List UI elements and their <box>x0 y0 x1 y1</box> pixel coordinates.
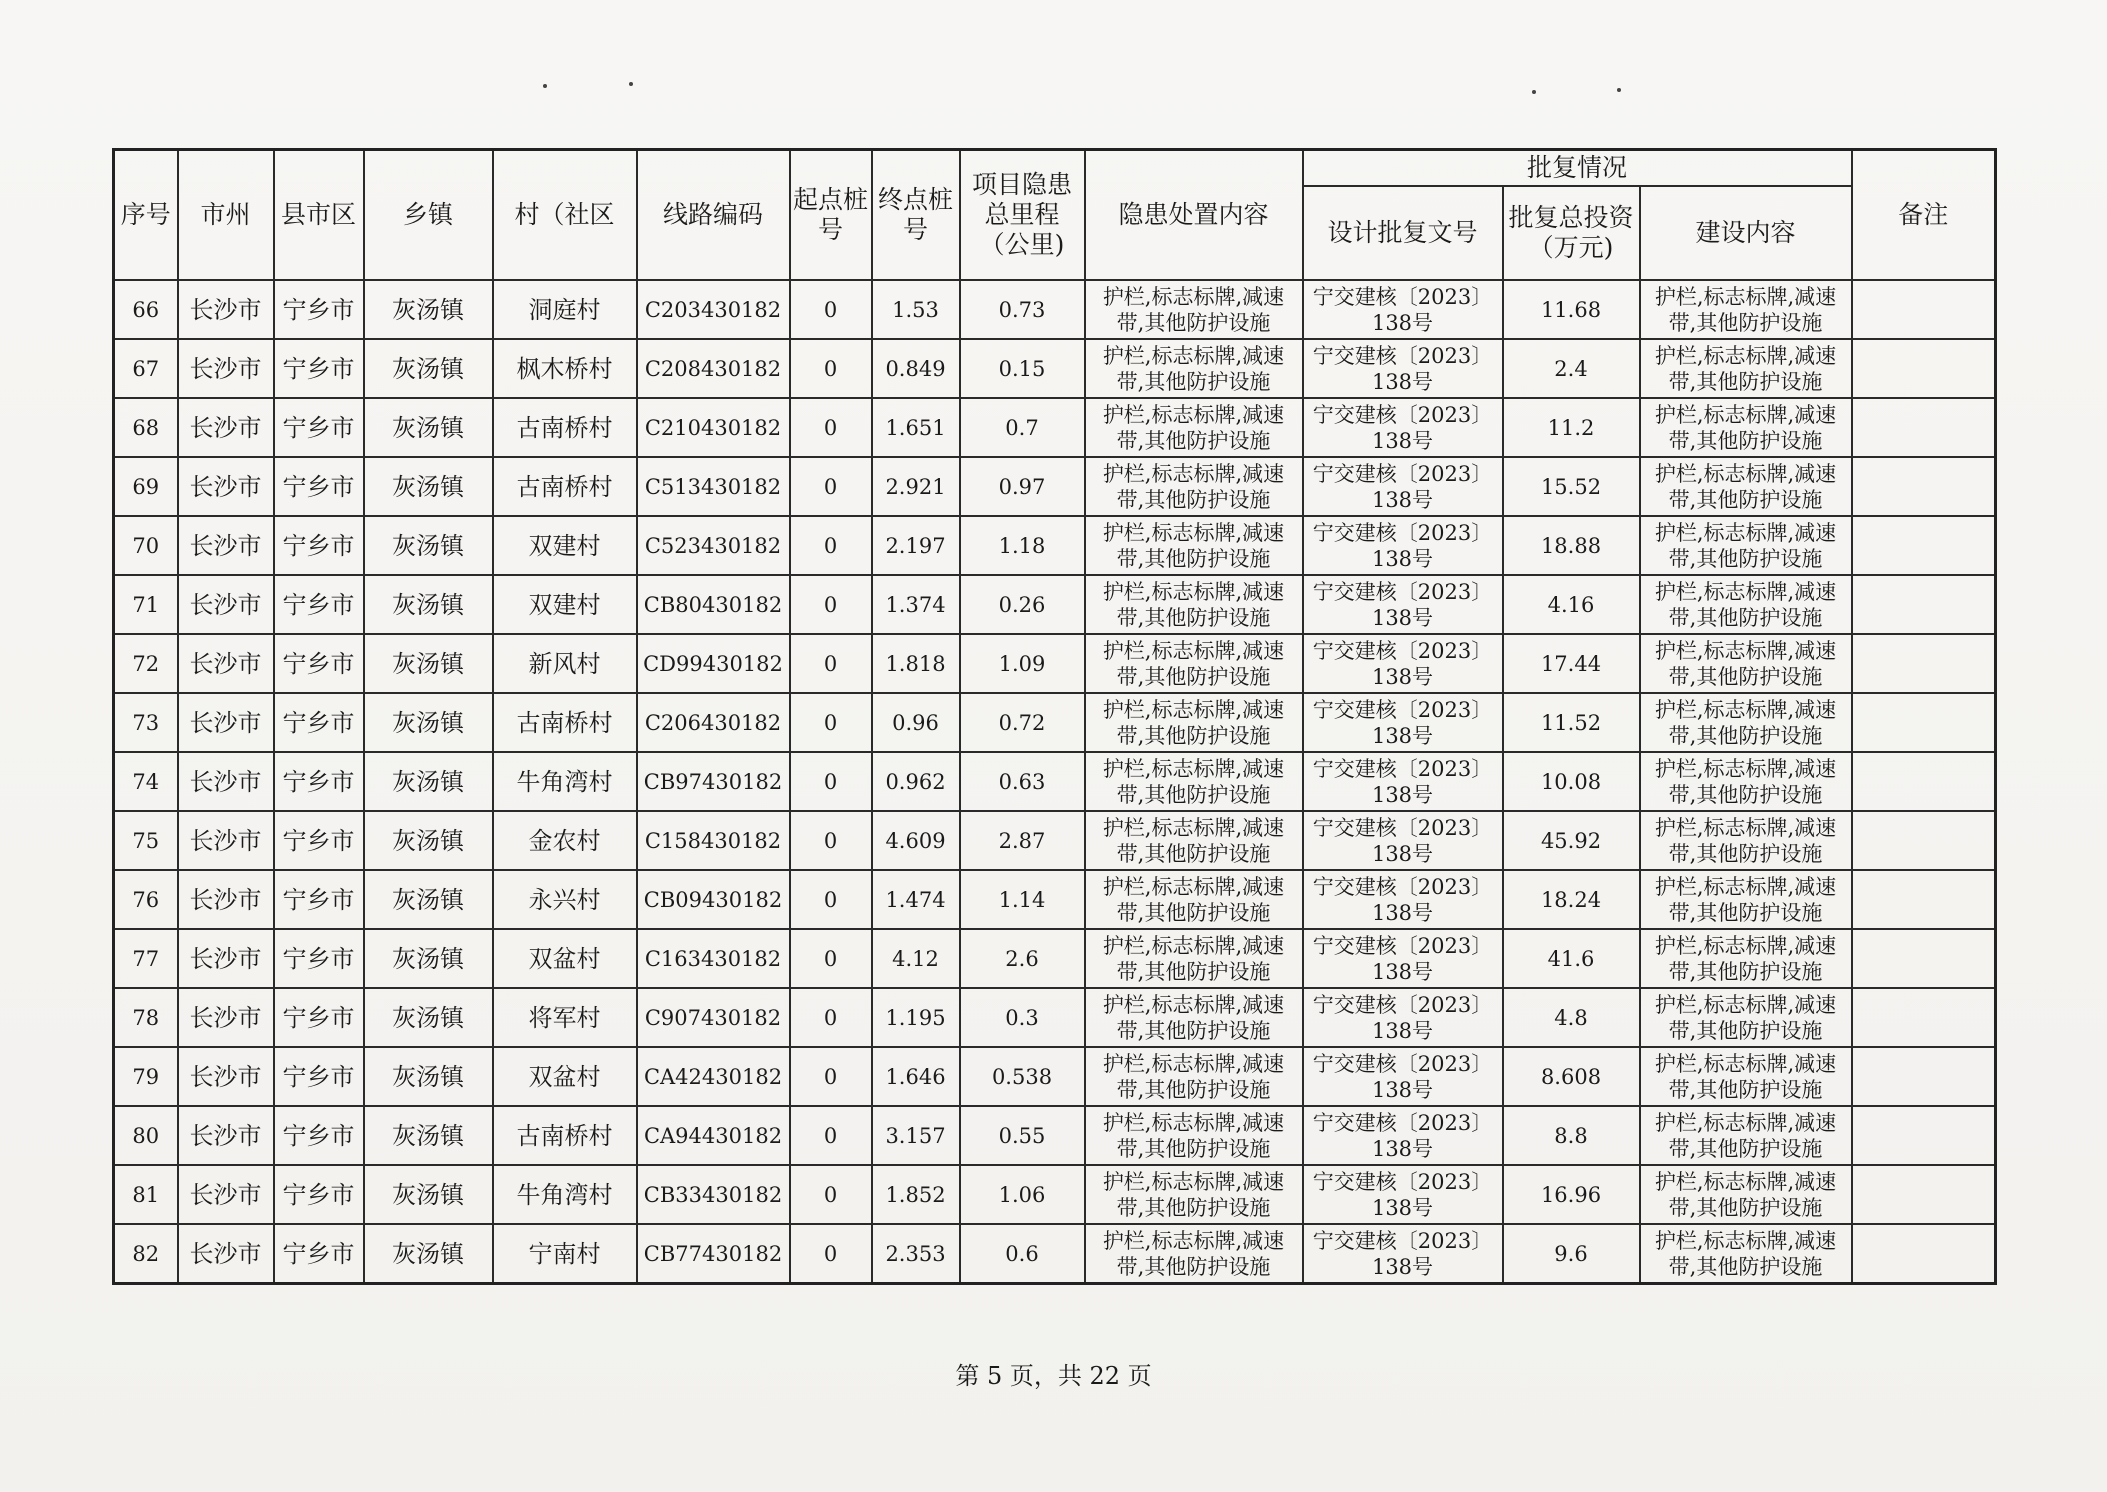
cell-construction: 护栏,标志标牌,减速带,其他防护设施 <box>1640 752 1852 811</box>
cell-approval-doc: 宁交建核〔2023〕138号 <box>1303 398 1503 457</box>
cell-treatment: 护栏,标志标牌,减速带,其他防护设施 <box>1085 575 1303 634</box>
cell-route-code: C210430182 <box>637 398 790 457</box>
cell-route-code: C163430182 <box>637 929 790 988</box>
cell-approved-investment: 16.96 <box>1503 1165 1640 1224</box>
cell-approved-investment: 18.24 <box>1503 870 1640 929</box>
table-row <box>114 929 1996 988</box>
cell-start-stake: 0 <box>790 575 872 634</box>
cell-construction: 护栏,标志标牌,减速带,其他防护设施 <box>1640 811 1852 870</box>
cell-village: 永兴村 <box>493 870 637 929</box>
cell-end-stake: 2.921 <box>872 457 960 516</box>
cell-county: 宁乡市 <box>274 870 364 929</box>
cell-treatment: 护栏,标志标牌,减速带,其他防护设施 <box>1085 693 1303 752</box>
cell-town: 灰汤镇 <box>364 752 493 811</box>
cell-village: 古南桥村 <box>493 1106 637 1165</box>
cell-town: 灰汤镇 <box>364 457 493 516</box>
cell-city: 长沙市 <box>178 1106 274 1165</box>
table-row <box>114 693 1996 752</box>
cell-hazard-mileage: 0.26 <box>960 575 1085 634</box>
cell-approval-doc: 宁交建核〔2023〕138号 <box>1303 752 1503 811</box>
cell-city: 长沙市 <box>178 811 274 870</box>
table-row <box>114 1165 1996 1224</box>
cell-treatment: 护栏,标志标牌,减速带,其他防护设施 <box>1085 1224 1303 1284</box>
cell-remarks <box>1852 988 1996 1047</box>
cell-index: 70 <box>114 516 178 575</box>
cell-hazard-mileage: 2.87 <box>960 811 1085 870</box>
cell-remarks <box>1852 1106 1996 1165</box>
cell-village: 双建村 <box>493 575 637 634</box>
cell-index: 68 <box>114 398 178 457</box>
cell-approved-investment: 45.92 <box>1503 811 1640 870</box>
cell-city: 长沙市 <box>178 693 274 752</box>
cell-index: 81 <box>114 1165 178 1224</box>
table-row <box>114 1047 1996 1106</box>
cell-route-code: C907430182 <box>637 988 790 1047</box>
cell-remarks <box>1852 634 1996 693</box>
cell-approved-investment: 10.08 <box>1503 752 1640 811</box>
cell-remarks <box>1852 752 1996 811</box>
cell-end-stake: 2.353 <box>872 1224 960 1284</box>
cell-start-stake: 0 <box>790 339 872 398</box>
cell-town: 灰汤镇 <box>364 339 493 398</box>
cell-end-stake: 1.53 <box>872 280 960 339</box>
cell-index: 79 <box>114 1047 178 1106</box>
table-row <box>114 988 1996 1047</box>
cell-hazard-mileage: 0.7 <box>960 398 1085 457</box>
cell-index: 76 <box>114 870 178 929</box>
cell-route-code: CB80430182 <box>637 575 790 634</box>
cell-county: 宁乡市 <box>274 398 364 457</box>
cell-hazard-mileage: 1.18 <box>960 516 1085 575</box>
cell-town: 灰汤镇 <box>364 516 493 575</box>
cell-index: 77 <box>114 929 178 988</box>
cell-hazard-mileage: 0.72 <box>960 693 1085 752</box>
cell-town: 灰汤镇 <box>364 929 493 988</box>
cell-end-stake: 4.12 <box>872 929 960 988</box>
cell-route-code: CB09430182 <box>637 870 790 929</box>
header-index: 序号 <box>114 150 178 281</box>
table-row <box>114 516 1996 575</box>
cell-route-code: CB33430182 <box>637 1165 790 1224</box>
cell-index: 78 <box>114 988 178 1047</box>
cell-village: 宁南村 <box>493 1224 637 1284</box>
table-row <box>114 398 1996 457</box>
cell-city: 长沙市 <box>178 1224 274 1284</box>
cell-county: 宁乡市 <box>274 516 364 575</box>
cell-approved-investment: 9.6 <box>1503 1224 1640 1284</box>
cell-end-stake: 1.818 <box>872 634 960 693</box>
cell-index: 74 <box>114 752 178 811</box>
cell-approval-doc: 宁交建核〔2023〕138号 <box>1303 457 1503 516</box>
cell-approval-doc: 宁交建核〔2023〕138号 <box>1303 634 1503 693</box>
cell-town: 灰汤镇 <box>364 398 493 457</box>
cell-approval-doc: 宁交建核〔2023〕138号 <box>1303 811 1503 870</box>
cell-treatment: 护栏,标志标牌,减速带,其他防护设施 <box>1085 398 1303 457</box>
table-row <box>114 457 1996 516</box>
cell-construction: 护栏,标志标牌,减速带,其他防护设施 <box>1640 575 1852 634</box>
cell-construction: 护栏,标志标牌,减速带,其他防护设施 <box>1640 1224 1852 1284</box>
cell-approved-investment: 8.8 <box>1503 1106 1640 1165</box>
cell-index: 72 <box>114 634 178 693</box>
cell-remarks <box>1852 693 1996 752</box>
cell-start-stake: 0 <box>790 1224 872 1284</box>
cell-county: 宁乡市 <box>274 634 364 693</box>
cell-treatment: 护栏,标志标牌,减速带,其他防护设施 <box>1085 339 1303 398</box>
cell-village: 牛角湾村 <box>493 752 637 811</box>
page-indicator: 第 5 页，共 22 页 <box>955 1362 1152 1390</box>
cell-start-stake: 0 <box>790 280 872 339</box>
cell-village: 新风村 <box>493 634 637 693</box>
cell-treatment: 护栏,标志标牌,减速带,其他防护设施 <box>1085 280 1303 339</box>
cell-index: 69 <box>114 457 178 516</box>
cell-end-stake: 0.96 <box>872 693 960 752</box>
cell-start-stake: 0 <box>790 1106 872 1165</box>
cell-route-code: C158430182 <box>637 811 790 870</box>
cell-index: 71 <box>114 575 178 634</box>
cell-hazard-mileage: 1.14 <box>960 870 1085 929</box>
cell-treatment: 护栏,标志标牌,减速带,其他防护设施 <box>1085 1165 1303 1224</box>
table-row <box>114 634 1996 693</box>
header-hazard-mileage: 项目隐患总里程（公里) <box>960 150 1085 281</box>
cell-index: 73 <box>114 693 178 752</box>
cell-approval-doc: 宁交建核〔2023〕138号 <box>1303 988 1503 1047</box>
cell-end-stake: 1.474 <box>872 870 960 929</box>
cell-route-code: CD99430182 <box>637 634 790 693</box>
cell-index: 66 <box>114 280 178 339</box>
cell-end-stake: 4.609 <box>872 811 960 870</box>
cell-start-stake: 0 <box>790 811 872 870</box>
cell-county: 宁乡市 <box>274 1165 364 1224</box>
cell-hazard-mileage: 0.6 <box>960 1224 1085 1284</box>
cell-index: 67 <box>114 339 178 398</box>
cell-approved-investment: 11.68 <box>1503 280 1640 339</box>
cell-town: 灰汤镇 <box>364 870 493 929</box>
cell-route-code: C203430182 <box>637 280 790 339</box>
cell-start-stake: 0 <box>790 1165 872 1224</box>
cell-approved-investment: 41.6 <box>1503 929 1640 988</box>
cell-construction: 护栏,标志标牌,减速带,其他防护设施 <box>1640 1165 1852 1224</box>
cell-village: 金农村 <box>493 811 637 870</box>
cell-hazard-mileage: 0.538 <box>960 1047 1085 1106</box>
cell-approved-investment: 18.88 <box>1503 516 1640 575</box>
cell-town: 灰汤镇 <box>364 1165 493 1224</box>
cell-village: 古南桥村 <box>493 693 637 752</box>
cell-approval-doc: 宁交建核〔2023〕138号 <box>1303 929 1503 988</box>
cell-start-stake: 0 <box>790 634 872 693</box>
cell-village: 双盆村 <box>493 1047 637 1106</box>
scan-speck <box>543 84 547 88</box>
cell-treatment: 护栏,标志标牌,减速带,其他防护设施 <box>1085 752 1303 811</box>
cell-city: 长沙市 <box>178 870 274 929</box>
cell-county: 宁乡市 <box>274 457 364 516</box>
table-row <box>114 870 1996 929</box>
table-row <box>114 1224 1996 1284</box>
cell-end-stake: 1.195 <box>872 988 960 1047</box>
cell-approved-investment: 8.608 <box>1503 1047 1640 1106</box>
cell-route-code: CA42430182 <box>637 1047 790 1106</box>
scan-speck <box>1532 90 1536 94</box>
cell-start-stake: 0 <box>790 516 872 575</box>
table-row <box>114 811 1996 870</box>
cell-village: 古南桥村 <box>493 457 637 516</box>
cell-route-code: C206430182 <box>637 693 790 752</box>
cell-city: 长沙市 <box>178 988 274 1047</box>
cell-construction: 护栏,标志标牌,减速带,其他防护设施 <box>1640 280 1852 339</box>
cell-start-stake: 0 <box>790 398 872 457</box>
cell-village: 枫木桥村 <box>493 339 637 398</box>
cell-start-stake: 0 <box>790 457 872 516</box>
cell-city: 长沙市 <box>178 339 274 398</box>
cell-start-stake: 0 <box>790 929 872 988</box>
cell-approval-doc: 宁交建核〔2023〕138号 <box>1303 1106 1503 1165</box>
cell-county: 宁乡市 <box>274 1224 364 1284</box>
cell-construction: 护栏,标志标牌,减速带,其他防护设施 <box>1640 1106 1852 1165</box>
table-row <box>114 280 1996 339</box>
cell-city: 长沙市 <box>178 929 274 988</box>
cell-approval-doc: 宁交建核〔2023〕138号 <box>1303 1224 1503 1284</box>
cell-remarks <box>1852 575 1996 634</box>
cell-construction: 护栏,标志标牌,减速带,其他防护设施 <box>1640 929 1852 988</box>
scan-speck <box>629 82 633 86</box>
cell-index: 80 <box>114 1106 178 1165</box>
cell-town: 灰汤镇 <box>364 1224 493 1284</box>
cell-start-stake: 0 <box>790 870 872 929</box>
cell-hazard-mileage: 1.06 <box>960 1165 1085 1224</box>
header-town: 乡镇 <box>364 150 493 281</box>
cell-approved-investment: 11.52 <box>1503 693 1640 752</box>
cell-remarks <box>1852 516 1996 575</box>
cell-town: 灰汤镇 <box>364 988 493 1047</box>
cell-approval-doc: 宁交建核〔2023〕138号 <box>1303 1047 1503 1106</box>
cell-treatment: 护栏,标志标牌,减速带,其他防护设施 <box>1085 1106 1303 1165</box>
cell-county: 宁乡市 <box>274 988 364 1047</box>
header-treatment: 隐患处置内容 <box>1085 150 1303 281</box>
cell-town: 灰汤镇 <box>364 1047 493 1106</box>
cell-county: 宁乡市 <box>274 929 364 988</box>
cell-village: 古南桥村 <box>493 398 637 457</box>
cell-city: 长沙市 <box>178 280 274 339</box>
cell-city: 长沙市 <box>178 1165 274 1224</box>
cell-end-stake: 1.651 <box>872 398 960 457</box>
cell-construction: 护栏,标志标牌,减速带,其他防护设施 <box>1640 1047 1852 1106</box>
cell-approval-doc: 宁交建核〔2023〕138号 <box>1303 339 1503 398</box>
scan-speck <box>1617 88 1621 92</box>
cell-hazard-mileage: 1.09 <box>960 634 1085 693</box>
cell-approval-doc: 宁交建核〔2023〕138号 <box>1303 575 1503 634</box>
cell-county: 宁乡市 <box>274 811 364 870</box>
cell-end-stake: 1.646 <box>872 1047 960 1106</box>
cell-start-stake: 0 <box>790 752 872 811</box>
cell-city: 长沙市 <box>178 457 274 516</box>
cell-approval-doc: 宁交建核〔2023〕138号 <box>1303 870 1503 929</box>
cell-end-stake: 2.197 <box>872 516 960 575</box>
cell-city: 长沙市 <box>178 1047 274 1106</box>
cell-approved-investment: 15.52 <box>1503 457 1640 516</box>
cell-hazard-mileage: 2.6 <box>960 929 1085 988</box>
cell-treatment: 护栏,标志标牌,减速带,其他防护设施 <box>1085 516 1303 575</box>
header-remarks: 备注 <box>1852 150 1996 281</box>
cell-end-stake: 0.962 <box>872 752 960 811</box>
cell-index: 82 <box>114 1224 178 1284</box>
cell-approved-investment: 4.16 <box>1503 575 1640 634</box>
cell-county: 宁乡市 <box>274 575 364 634</box>
cell-city: 长沙市 <box>178 752 274 811</box>
header-start-stake: 起点桩号 <box>790 150 872 281</box>
table-row <box>114 339 1996 398</box>
cell-approved-investment: 11.2 <box>1503 398 1640 457</box>
header-city: 市州 <box>178 150 274 281</box>
cell-city: 长沙市 <box>178 634 274 693</box>
cell-end-stake: 3.157 <box>872 1106 960 1165</box>
cell-remarks <box>1852 1047 1996 1106</box>
cell-county: 宁乡市 <box>274 693 364 752</box>
cell-treatment: 护栏,标志标牌,减速带,其他防护设施 <box>1085 811 1303 870</box>
header-village: 村（社区 <box>493 150 637 281</box>
cell-county: 宁乡市 <box>274 339 364 398</box>
cell-route-code: C523430182 <box>637 516 790 575</box>
cell-construction: 护栏,标志标牌,减速带,其他防护设施 <box>1640 398 1852 457</box>
cell-approved-investment: 4.8 <box>1503 988 1640 1047</box>
cell-treatment: 护栏,标志标牌,减速带,其他防护设施 <box>1085 988 1303 1047</box>
header-approval-group: 批复情况 <box>1303 150 1852 187</box>
cell-city: 长沙市 <box>178 398 274 457</box>
cell-town: 灰汤镇 <box>364 575 493 634</box>
cell-county: 宁乡市 <box>274 1047 364 1106</box>
hazard-treatment-table <box>112 148 1997 1285</box>
cell-end-stake: 1.374 <box>872 575 960 634</box>
cell-city: 长沙市 <box>178 516 274 575</box>
cell-index: 75 <box>114 811 178 870</box>
header-end-stake: 终点桩号 <box>872 150 960 281</box>
cell-route-code: CA94430182 <box>637 1106 790 1165</box>
cell-approved-investment: 17.44 <box>1503 634 1640 693</box>
cell-treatment: 护栏,标志标牌,减速带,其他防护设施 <box>1085 870 1303 929</box>
cell-remarks <box>1852 929 1996 988</box>
cell-remarks <box>1852 1224 1996 1284</box>
cell-town: 灰汤镇 <box>364 693 493 752</box>
cell-treatment: 护栏,标志标牌,减速带,其他防护设施 <box>1085 929 1303 988</box>
cell-remarks <box>1852 398 1996 457</box>
cell-treatment: 护栏,标志标牌,减速带,其他防护设施 <box>1085 1047 1303 1106</box>
cell-approved-investment: 2.4 <box>1503 339 1640 398</box>
cell-route-code: C208430182 <box>637 339 790 398</box>
cell-village: 洞庭村 <box>493 280 637 339</box>
cell-hazard-mileage: 0.97 <box>960 457 1085 516</box>
table-row <box>114 752 1996 811</box>
cell-county: 宁乡市 <box>274 1106 364 1165</box>
header-route-code: 线路编码 <box>637 150 790 281</box>
cell-hazard-mileage: 0.3 <box>960 988 1085 1047</box>
header-approved-investment: 批复总投资（万元) <box>1503 186 1640 280</box>
cell-hazard-mileage: 0.55 <box>960 1106 1085 1165</box>
cell-start-stake: 0 <box>790 693 872 752</box>
cell-town: 灰汤镇 <box>364 280 493 339</box>
cell-remarks <box>1852 457 1996 516</box>
cell-remarks <box>1852 339 1996 398</box>
header-county: 县市区 <box>274 150 364 281</box>
cell-village: 双建村 <box>493 516 637 575</box>
cell-village: 牛角湾村 <box>493 1165 637 1224</box>
cell-remarks <box>1852 870 1996 929</box>
cell-hazard-mileage: 0.63 <box>960 752 1085 811</box>
cell-remarks <box>1852 280 1996 339</box>
header-approval-doc: 设计批复文号 <box>1303 186 1503 280</box>
cell-city: 长沙市 <box>178 575 274 634</box>
cell-treatment: 护栏,标志标牌,减速带,其他防护设施 <box>1085 457 1303 516</box>
cell-route-code: C513430182 <box>637 457 790 516</box>
cell-approval-doc: 宁交建核〔2023〕138号 <box>1303 1165 1503 1224</box>
cell-approval-doc: 宁交建核〔2023〕138号 <box>1303 280 1503 339</box>
cell-town: 灰汤镇 <box>364 634 493 693</box>
cell-town: 灰汤镇 <box>364 1106 493 1165</box>
cell-approval-doc: 宁交建核〔2023〕138号 <box>1303 693 1503 752</box>
cell-construction: 护栏,标志标牌,减速带,其他防护设施 <box>1640 870 1852 929</box>
cell-treatment: 护栏,标志标牌,减速带,其他防护设施 <box>1085 634 1303 693</box>
table-body <box>114 280 1996 1284</box>
cell-county: 宁乡市 <box>274 280 364 339</box>
cell-hazard-mileage: 0.15 <box>960 339 1085 398</box>
header-construction: 建设内容 <box>1640 186 1852 280</box>
cell-hazard-mileage: 0.73 <box>960 280 1085 339</box>
cell-approval-doc: 宁交建核〔2023〕138号 <box>1303 516 1503 575</box>
cell-county: 宁乡市 <box>274 752 364 811</box>
cell-remarks <box>1852 811 1996 870</box>
cell-construction: 护栏,标志标牌,减速带,其他防护设施 <box>1640 988 1852 1047</box>
cell-end-stake: 1.852 <box>872 1165 960 1224</box>
cell-construction: 护栏,标志标牌,减速带,其他防护设施 <box>1640 457 1852 516</box>
cell-town: 灰汤镇 <box>364 811 493 870</box>
cell-construction: 护栏,标志标牌,减速带,其他防护设施 <box>1640 693 1852 752</box>
cell-village: 双盆村 <box>493 929 637 988</box>
cell-construction: 护栏,标志标牌,减速带,其他防护设施 <box>1640 516 1852 575</box>
cell-construction: 护栏,标志标牌,减速带,其他防护设施 <box>1640 634 1852 693</box>
cell-start-stake: 0 <box>790 1047 872 1106</box>
cell-remarks <box>1852 1165 1996 1224</box>
cell-village: 将军村 <box>493 988 637 1047</box>
cell-end-stake: 0.849 <box>872 339 960 398</box>
table-row <box>114 575 1996 634</box>
cell-start-stake: 0 <box>790 988 872 1047</box>
table-row <box>114 1106 1996 1165</box>
cell-construction: 护栏,标志标牌,减速带,其他防护设施 <box>1640 339 1852 398</box>
cell-route-code: CB77430182 <box>637 1224 790 1284</box>
cell-route-code: CB97430182 <box>637 752 790 811</box>
